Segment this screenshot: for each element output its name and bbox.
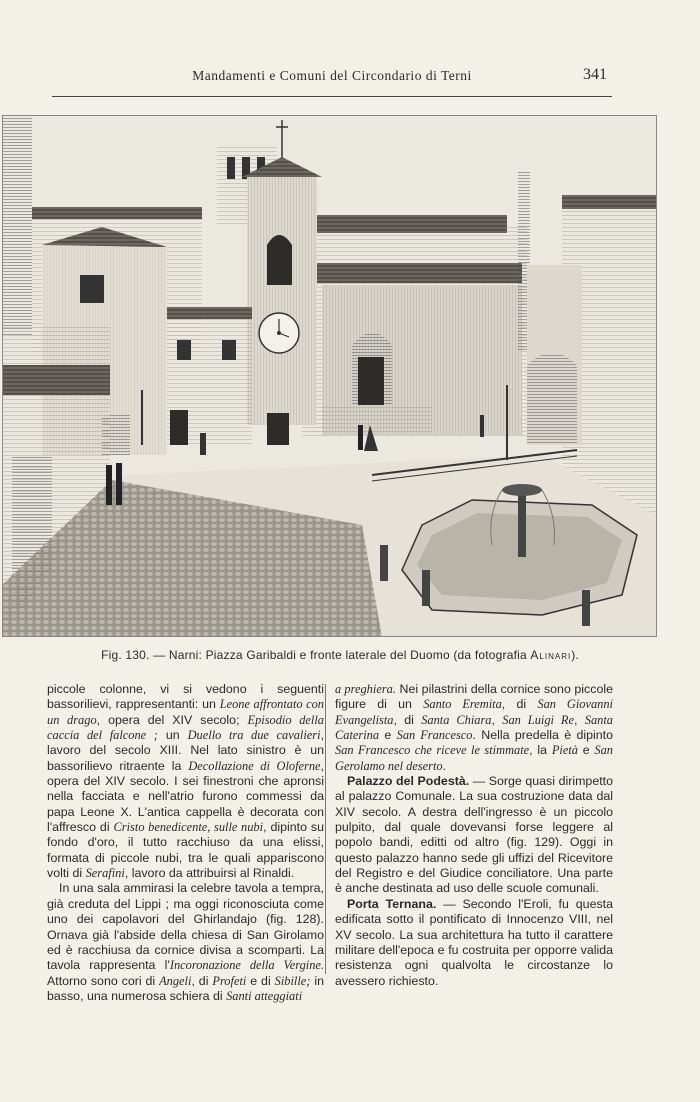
text-run: , di xyxy=(191,973,213,988)
text-run: , lavoro del secolo XIII. Nel lato sinistro è un bassorilievo ritraente la xyxy=(47,728,325,773)
text-run: — Sorge quasi dirimpetto al palazzo Comunale. La sua costruzione data dal XIV secolo. A destra dell'ingresso è un piccolo pulpito, dal quale dovevansi forse leggere al popolo bandi, editti od altro (fig. 129). Oggi in questo palazzo hanno sede gli uffizi del Ricevitore del Registro e del Giudice conciliatore. Una parte è anche destinata ad uso delle scuole comunali. xyxy=(335,774,613,896)
text-run: , di xyxy=(501,697,538,712)
text-run: e xyxy=(577,743,595,758)
text-run: , di xyxy=(393,712,422,727)
italic-run: San Giovanni Evangelista xyxy=(335,697,613,727)
running-head: Mandamenti e Comuni del Circondario di Terni xyxy=(192,68,472,83)
text-run: un xyxy=(157,728,188,743)
italic-run: Incoronazione della Vergine. xyxy=(169,958,324,973)
figure-caption xyxy=(30,648,650,662)
italic-run: a preghiera. xyxy=(335,682,396,696)
italic-run: Santa Caterina xyxy=(335,712,613,743)
paragraph-tavola xyxy=(47,881,324,1004)
right-text-column xyxy=(335,682,613,989)
italic-run: San Luigi Re xyxy=(502,712,575,727)
text-run: , la xyxy=(529,743,552,758)
paragraph-porta-ternana xyxy=(335,897,613,989)
italic-run: Sibille; xyxy=(274,973,311,988)
italic-run: Profeti xyxy=(212,973,247,988)
text-run: — Secondo l'Eroli, fu questa edificata sotto il pontificato di Innocenzo VIII, nel XV secolo. La sua architettura ha tutto il carattere militare dell'epoca e fu costruita per opporre valida resistenza ogni qualvolta le circostanze lo avessero richiesto. xyxy=(335,896,613,988)
text-run: , xyxy=(574,712,585,727)
text-run: , opera del XIV secolo; xyxy=(96,712,248,727)
section-heading: Porta Ternana. xyxy=(347,896,437,911)
text-run: . Nella predella è dipinto xyxy=(472,728,613,743)
italic-run: Duello tra due cavalieri xyxy=(187,728,321,743)
paragraph-palazzo-podesta xyxy=(335,774,613,897)
italic-run: Serafini xyxy=(85,866,125,881)
header-rule xyxy=(52,96,612,97)
text-run: , opera del XIV secolo. I sei finestroni che apronsi nella facciata e nell'atrio furono commessi da papa Leone X. L'antica cappella è decorata con l'affresco di xyxy=(47,758,324,835)
piazza-engraving xyxy=(2,115,657,637)
italic-run: Angeli xyxy=(159,973,192,988)
text-run: , xyxy=(491,712,503,727)
text-run: Attorno sono cori di xyxy=(47,973,160,988)
paragraph-predella xyxy=(335,682,613,774)
caption-end: ). xyxy=(571,648,579,662)
caption-credit: Alinari xyxy=(530,648,572,662)
italic-run: San Gerolamo nel deserto xyxy=(335,743,613,773)
italic-run: Santa Chiara xyxy=(421,712,492,727)
caption-text: Fig. 130. — Narni: Piazza Garibaldi e fronte laterale del Duomo (da fotografia xyxy=(101,648,531,662)
engraving-illustration xyxy=(2,115,657,637)
left-text-column xyxy=(47,682,324,1004)
italic-run: Santo Eremita xyxy=(423,697,502,712)
italic-run: Episodio della caccia del falcone ; xyxy=(47,712,324,743)
italic-run: Santi atteggiati xyxy=(226,988,303,1003)
section-heading: Palazzo del Podestà. xyxy=(347,774,470,789)
italic-run: Cristo benedicente, sulle nubi xyxy=(113,820,264,835)
text-run: . xyxy=(442,758,447,773)
text-run: , lavoro da attribuirsi al Rinaldi. xyxy=(124,866,295,881)
text-run: Nei pilastrini della cornice sono piccole figure di un xyxy=(335,682,613,712)
text-run: In una sala ammirasi la celebre tavola a tempra, già creduta del Lippi ; ma oggi riconosciuta come uno dei capolavori del Ghirlandajo (fig. 128). Ornava già l'abside della chiesa di San Girolamo ed è racchiusa da cornice divisa a scomparti. La tavola rappresenta l' xyxy=(47,881,324,973)
italic-run: Pietà xyxy=(551,743,578,758)
paragraph-bassorilievi xyxy=(47,682,324,881)
italic-run: Leone affrontato con un drago xyxy=(47,697,324,727)
text-run: e di xyxy=(246,973,275,988)
italic-run: San Francesco che riceve le stimmate xyxy=(335,743,530,758)
column-divider xyxy=(325,684,326,974)
text-run: e xyxy=(379,728,397,743)
text-run: in basso, una numerosa schiera di xyxy=(47,973,324,1003)
text-run: , dipinto su fondo d'oro, il tutto racchiuso da una elissi, formata di piccole nubi, tra le quali appariscono volti di xyxy=(47,820,324,881)
page-number: 341 xyxy=(583,66,607,83)
text-run: piccole colonne, vi si vedono i seguenti bassorilievi, rappresentanti: un xyxy=(47,682,324,712)
italic-run: San Francesco xyxy=(396,728,473,743)
italic-run: Decollazione di Oloferne xyxy=(188,758,321,773)
